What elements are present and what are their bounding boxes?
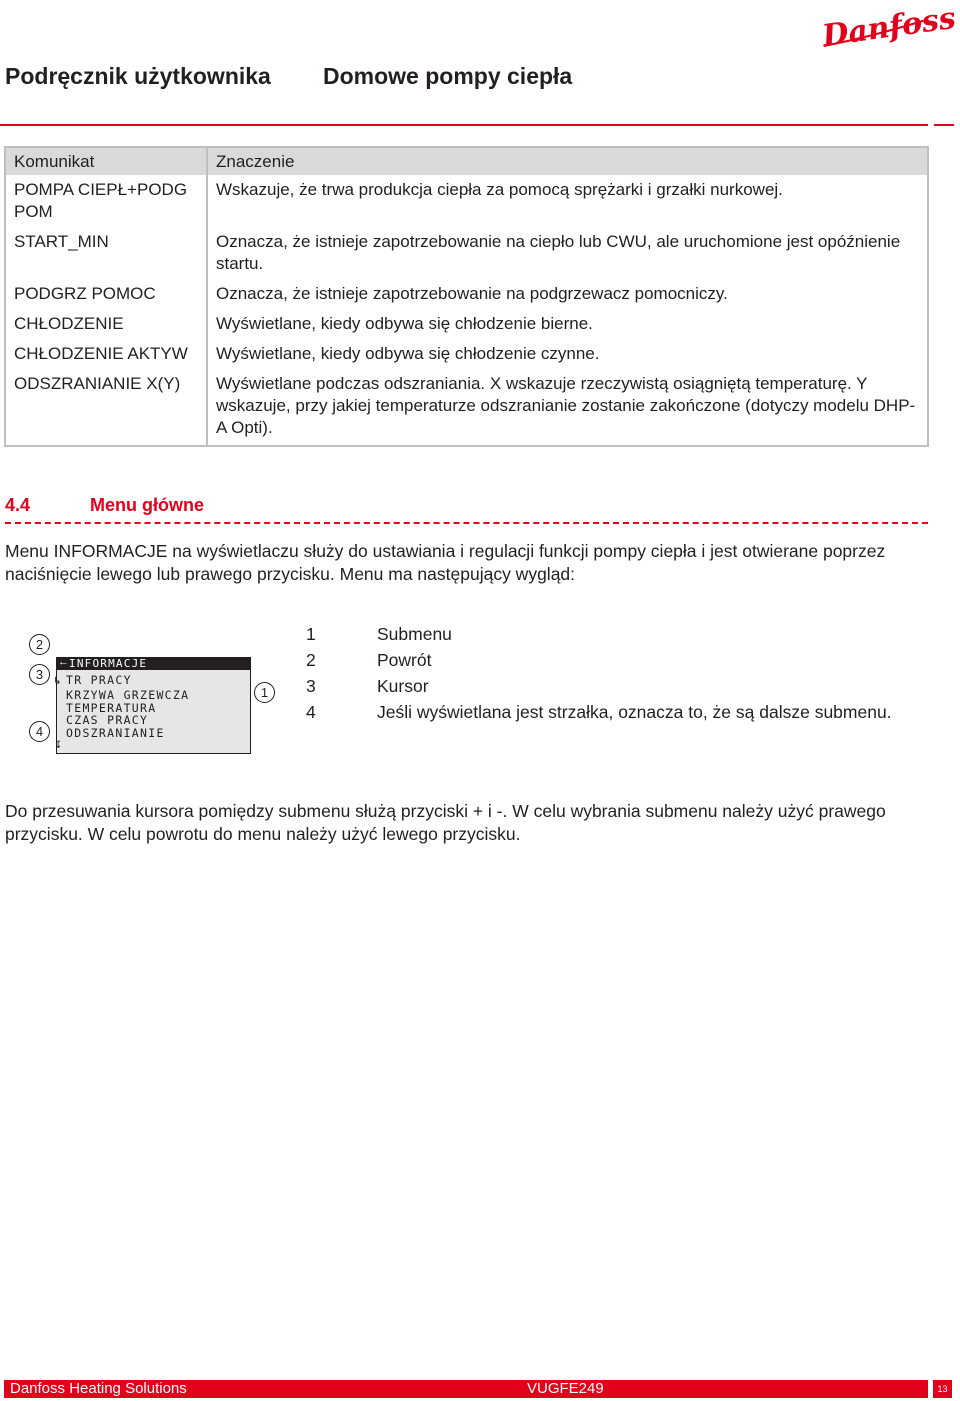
lcd-menu-item: ODSZRANIANIE (66, 726, 165, 740)
legend-text: Powrót (377, 650, 432, 670)
meaning-cell: Wyświetlane, kiedy odbywa się chłodzenie czynne. (207, 339, 928, 369)
logo-text: Danfoss (820, 0, 958, 55)
danfoss-logo (818, 0, 958, 55)
meaning-cell: Wyświetlane podczas odszraniania. X wskazuje rzeczywistą osiągniętą temperaturę. Y wskazuje, przy jakiej temperaturze odszranianie zostanie zakończone (dotyczy modelu DHP-A Opti). (207, 369, 928, 446)
header-divider (0, 124, 928, 126)
table-row (5, 227, 928, 279)
legend-number: 2 (306, 650, 316, 670)
footer-company: Danfoss Heating Solutions (10, 1380, 187, 1397)
message-cell: ODSZRANIANIE X(Y) (5, 369, 207, 446)
table-row (5, 339, 928, 369)
legend-number: 1 (306, 624, 316, 644)
section-divider (5, 522, 928, 524)
legend-text: Kursor (377, 676, 429, 696)
section-intro: Menu INFORMACJE na wyświetlaczu służy do ustawiania i regulacji funkcji pompy ciepła i jest otwierane poprzez naciśnięcie lewego lub prawego przycisku. Menu ma następujący wygląd: (5, 541, 886, 584)
table-row (5, 369, 928, 446)
footer-bar (4, 1380, 928, 1398)
meaning-cell: Oznacza, że istnieje zapotrzebowanie na podgrzewacz pomocniczy. (207, 279, 928, 309)
legend-number: 4 (306, 702, 316, 722)
footer-doc-code: VUGFE249 (527, 1380, 604, 1397)
manual-title: Podręcznik użytkownika (5, 63, 271, 89)
message-cell: START_MIN (5, 227, 207, 279)
table-row (5, 175, 928, 227)
more-submenus-arrow-icon: ↧ (54, 740, 63, 751)
lcd-title-bar (57, 658, 250, 670)
message-cell: CHŁODZENIE AKTYW (5, 339, 207, 369)
legend-number: 3 (306, 676, 316, 696)
callout-1: 1 (254, 682, 275, 703)
meaning-cell: Wyświetlane, kiedy odbywa się chłodzenie bierne. (207, 309, 928, 339)
column-header-message: Komunikat (5, 147, 207, 175)
cursor-arrow-icon: ↳ (53, 676, 62, 687)
header-divider-short (934, 124, 954, 126)
legend-text: Submenu (377, 624, 452, 644)
lcd-title: INFORMACJE (69, 657, 148, 670)
product-title: Domowe pompy ciepła (323, 63, 573, 89)
callout-2: 2 (29, 634, 50, 655)
callout-4: 4 (29, 721, 50, 742)
meaning-cell: Wskazuje, że trwa produkcja ciepła za pomocą sprężarki i grzałki nurkowej. (207, 175, 928, 227)
message-cell: POMPA CIEPŁ+PODG POM (5, 175, 207, 227)
message-cell: PODGRZ POMOC (5, 279, 207, 309)
lcd-menu-item: TR PRACY (66, 673, 132, 687)
table-header-row (5, 147, 928, 175)
section-title: Menu główne (90, 495, 204, 515)
lcd-menu-item: KRZYWA GRZEWCZA (66, 688, 190, 702)
legend-text: Jeśli wyświetlana jest strzałka, oznacza to, że są dalsze submenu. (377, 702, 892, 722)
callout-3: 3 (29, 664, 50, 685)
lcd-display (53, 656, 251, 754)
column-header-meaning: Znaczenie (207, 147, 928, 175)
page-number: 13 (933, 1380, 952, 1398)
messages-table (4, 146, 929, 447)
message-cell: CHŁODZENIE (5, 309, 207, 339)
section-number: 4.4 (5, 495, 31, 515)
table-row (5, 279, 928, 309)
lcd-menu-item: CZAS PRACY (66, 713, 149, 727)
table-row (5, 309, 928, 339)
meaning-cell: Oznacza, że istnieje zapotrzebowanie na ciepło lub CWU, ale uruchomione jest opóźnienie startu. (207, 227, 928, 279)
back-arrow-icon: ← (58, 656, 69, 668)
section-outro: Do przesuwania kursora pomiędzy submenu służą przyciski + i -. W celu wybrania submenu należy użyć prawego przycisku. W celu powrotu do menu należy użyć lewego przycisku. (5, 801, 886, 844)
lcd-menu-item: TEMPERATURA (66, 701, 157, 715)
